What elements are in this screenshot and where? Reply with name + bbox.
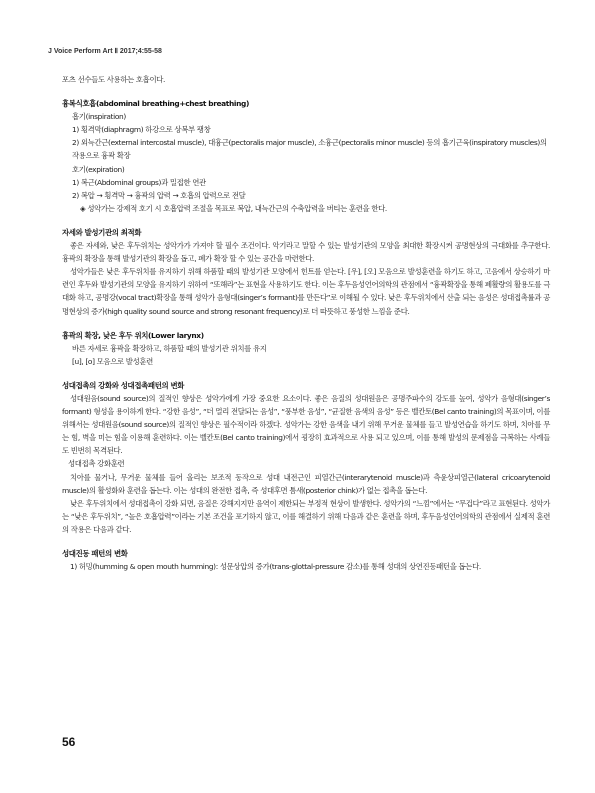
paragraph: 1) 허밍(humming & open mouth humming): 성문상압의 증가(trans-glottal-pressure 감소)를 통해 성대의 상연진동패턴을 돕는다. [70,562,481,572]
paragraph: 성악가들은 낮은 후두위치를 유지하기 위해 하품할 때의 발성기관 모양에서 힌트를 얻는다. [우], [오] 모음으로 발성훈련을 하기도 하고, 고음에서 상승하기 마련인 후두와 발성기관의 모양을 유지하기 위하여 “또해라”는 표현을 사용하기도 한다. 이는 후두음성언어의학의 관점에서 “흉곽확장을 통해 폐활량의 활용도를 극대화 하고, 공명강(vocal tract)확장을 통해 성악가 음형대(singer’s formant)를 만든다”로 이해될 수 있다. 낮은 후두위치에서 산출 되는 음성은 성대접촉률과 공명현상의 증가(high quality sound source and strong resonant frequency)로 더 따뜻하고 풍성한 느낌을 준다. [62,267,550,316]
paragraph: 성대원음(sound source)의 질적인 향상은 성악가에게 가장 중요한 요소이다. 좋은 음질의 성대원음은 공명주파수의 강도를 높여, 성악가 음형대(singer’s formant) 형성을 용이하게 한다. “강한 음성”, “더 멀리 전달되는 음성”, “풍부한 음성”, “균질한 음색의 음성” 등은 벨칸토(Bel canto training)의 목표이며, 이를 위해서는 성대원음(sound source)의 질적인 향상은 필수적이라 하겠다. 성악가는 강한 음색을 내기 위해 무거운 물체를 들고 발성연습을 하기도 하며, 치아를 무는 힘, 벽을 미는 힘을 이용해 훈련하다. 이는 벨칸토(Bel canto training)에서 굉장히 효과적으로 사용 되고 있으며, 이를 통해 발성의 문제점을 극복하는 사례들도 빈번히 목격된다. [62,393,550,456]
list-item: 2) 외늑간근(external intercostal muscle), 대흉근(pectoralis major muscle), 소흉근(pectoralis minor muscle) 등의 흡기근육(inspiratory muscles)의 작용으로 흉곽 확장 [72,138,547,161]
journal-header: J Voice Perform Art Ⅱ 2017;4:55-58 [48,48,162,55]
list-item: 호기(expiration) [72,164,125,174]
section-heading-posture: 자세와 발성기관의 최적화 [62,227,142,237]
paragraph: 좋은 자세와, 낮은 후두위치는 성악가가 가져야 할 필수 조건이다. 악기라고 말할 수 있는 발성기관의 모양을 최대한 확장시켜 공명현상의 극대화를 추구한다. 흉곽의 확장을 통해 발성기관의 확장을 돕고, 폐가 확장 할 수 있는 공간을 마련한다. [62,241,550,264]
list-item: 흡기(inspiration) [72,112,126,122]
intro-line: 포츠 선수들도 사용하는 호흡이다. [62,75,166,84]
note-item: ◈ 성악가는 강제적 호기 시 호흡압력 조절을 목표로 복압, 내늑간근의 수축압력을 버티는 훈련을 한다. [80,203,387,213]
list-item: 1) 복근(Abdominal groups)과 밀접한 연관 [72,177,206,187]
section-heading-larynx: 흉곽의 확장, 낮은 후두 위치(Lower larynx) [62,330,204,340]
list-item: 바른 자세로 흉곽을 확장하고, 하품할 때의 발성기관 위치를 유지 [72,343,267,353]
page-number: 56 [62,735,76,749]
list-item: 2) 복압 → 횡격막 → 흉곽의 압력 → 호흡의 압력으로 전달 [72,190,246,200]
list-item: [u], [o] 모음으로 발성훈련 [72,356,153,366]
article-body [62,73,550,573]
section-heading-vocal-fold-contact: 성대접촉의 강화와 성대접촉패턴의 변화 [62,380,185,390]
list-item: 1) 횡격막(diaphragm) 하강으로 상복부 팽창 [72,125,211,135]
paragraph: 치아를 물거나, 무거운 물체를 들어 올리는 보조적 동작으로 성대 내전근인 피열간근(interarytenoid muscle)과 측윤상피열근(lateral cricoarytenoid muscle)의 활성화와 훈련을 돕는다. 이는 성대의 완전한 접촉, 즉 성대후면 틈새(posterior chink)가 없는 접촉을 돕는다. [62,472,550,495]
subheading: 성대접촉 강화훈련 [68,459,125,469]
section-heading-vibration-pattern: 성대진동 패턴의 변화 [62,549,128,558]
paragraph: 낮은 후두위치에서 성대접촉이 강화 되면, 음질은 강해지지만 음역이 제한되는 부정적 현상이 발생한다. 성악가의 “느낌”에서는 “무겁다”라고 표현된다. 성악가는 “낮은 후두위치”, “높은 호흡압력”이라는 기본 조건을 포기하지 않고, 이를 해결하기 위해 다음과 같은 훈련을 하며, 후두음성언어의학의 관점에서 실제적 훈련의 작용은 다음과 같다. [62,498,550,534]
section-heading-breathing: 흉복식호흡(abdominal breathing+chest breathing) [62,99,249,109]
